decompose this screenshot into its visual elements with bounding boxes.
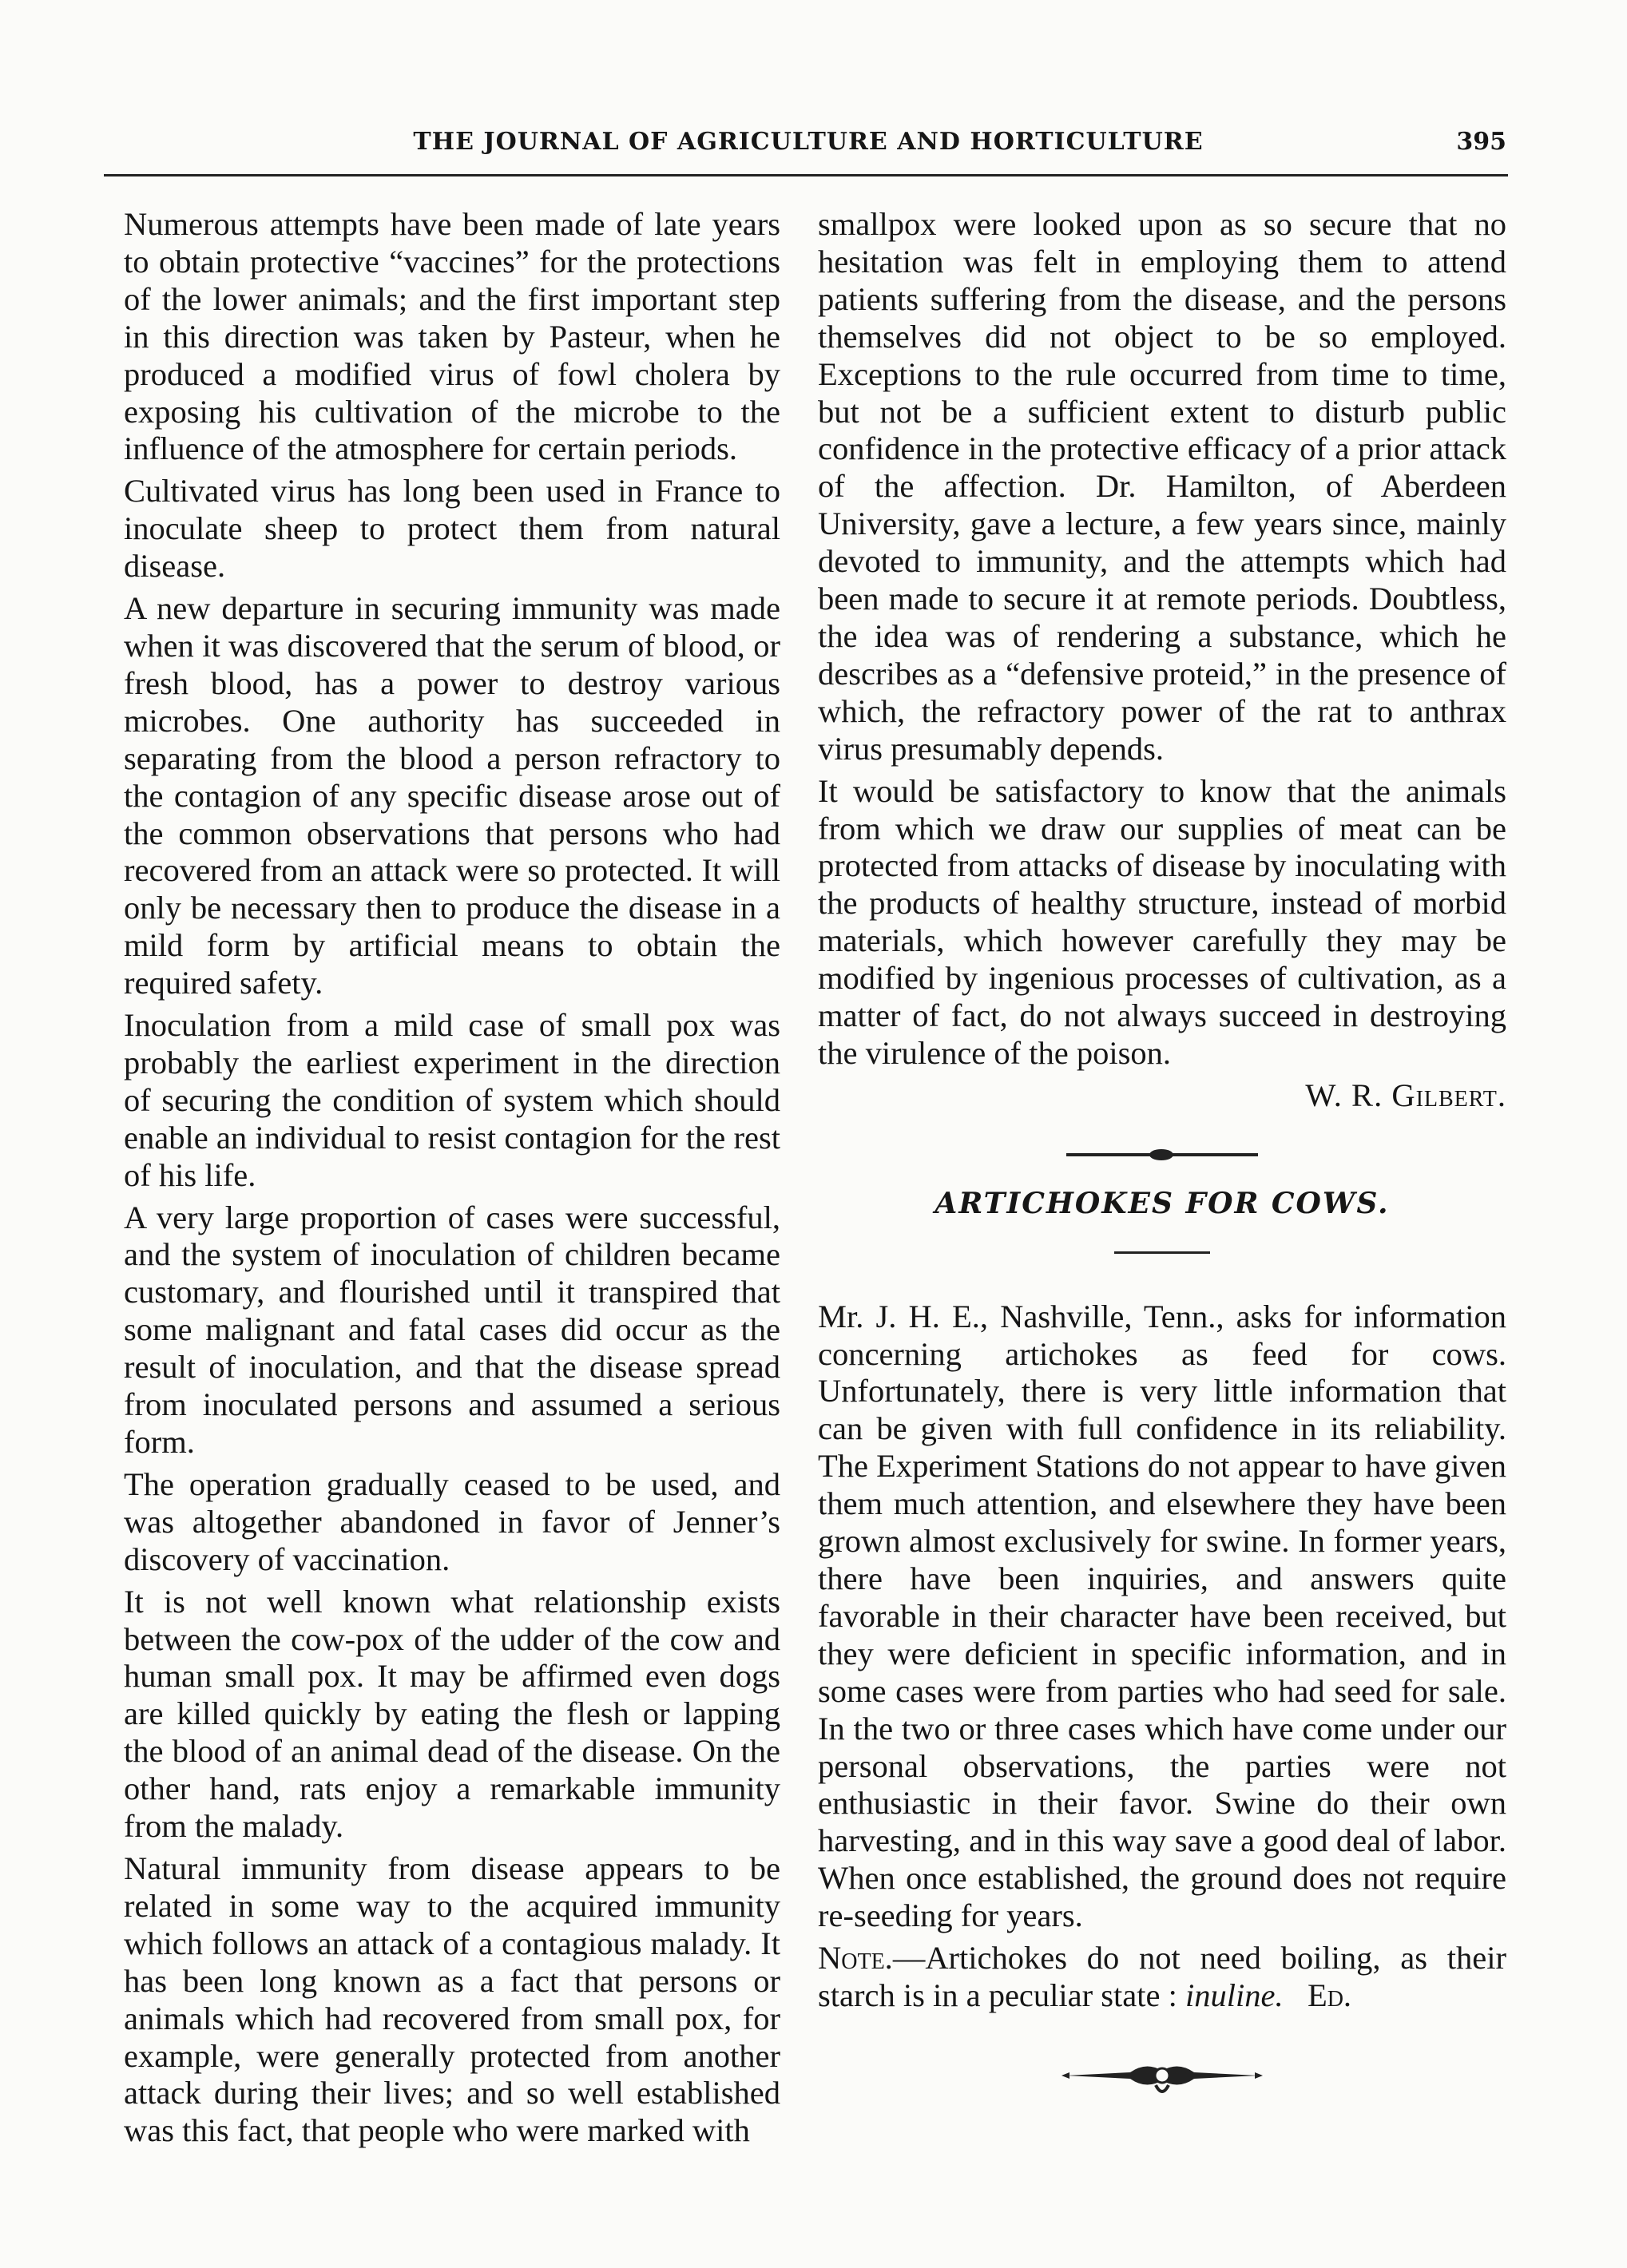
paragraph: Natural immunity from disease appears to be related in some way to the acquired immunity which follows an attack of a contagious malady. It has been long known as a fact that persons or animals which had recovered from small pox, for example, were generally protected from another attack during their lives; and so well established was this fact, that people who were marked with xyxy=(124,1850,780,2149)
paragraph: It is not well known what relationship exists between the cow-pox of the udder of the cow and human small pox. It may be affirmed even dogs are killed quickly by eating the flesh or lapping the blood of an animal dead of the disease. On the other hand, rats enjoy a remarkable immunity from the malady. xyxy=(124,1583,780,1845)
ornament-icon xyxy=(1058,2053,1266,2101)
note-label: Note. xyxy=(818,1940,893,1977)
left-column xyxy=(124,206,780,2155)
paragraph: Inoculation from a mild case of small pox was probably the earliest experiment in the direction of securing the condition of system which should enable an individual to resist contagion for the rest of his life. xyxy=(124,1007,780,1193)
paragraph: Mr. J. H. E., Nashville, Tenn., asks for information concerning artichokes as feed for cows. Unfortunately, there is very little information that can be given with full confidence in its reliability. The Experiment Stations do not appear to have given them much attention, and elsewhere they have been grown almost exclusively for swine. In former years, there have been inquiries, and answers quite favorable in their character have been received, but they were deficient in specific information, and in some cases were from parties who had seed for sale. In the two or three cases which have come under our personal observations, the parties were not enthusiastic in their favor. Swine do their own harvesting, and in this way save a good deal of labor. When once established, the ground does not require re-seeding for years. xyxy=(818,1298,1506,1934)
header-rule xyxy=(104,174,1508,176)
editor-note xyxy=(818,1940,1506,2015)
note-italic: inuline. xyxy=(1185,1977,1284,2013)
page-number: 395 xyxy=(1456,128,1506,156)
paragraph: Numerous attempts have been made of late years to obtain protective “vaccines” for the protections of the lower animals; and the first important step in this direction was taken by Pasteur, when he produced a modified virus of fowl cholera by exposing his cultivation of the microbe to the influence of the atmosphere for certain periods. xyxy=(124,206,780,467)
paragraph: A new departure in securing immunity was made when it was discovered that the serum of blood, or fresh blood, has a power to destroy various microbes. One authority has succeeded in separating from the blood a person refractory to the contagion of any specific disease arose out of the common observations that persons who had recovered from an attack were so protected. It will only be necessary then to produce the disease in a mild form by artificial means to obtain the required safety. xyxy=(124,590,780,1001)
paragraph: smallpox were looked upon as so secure that no hesitation was felt in employing them to attend patients suffering from the disease, and the persons themselves did not object to be so employed. Exceptions to the rule occurred from time to time, but not be a sufficient extent to disturb public confidence in the protective efficacy of a prior attack of the affection. Dr. Hamilton, of Aberdeen University, gave a lecture, a few years since, mainly devoted to immunity, and the attempts which had been made to secure it at remote periods. Doubtless, the idea was of rendering a substance, which he describes as a “defensive proteid,” in the presence of which, the refractory power of the rat to anthrax virus presumably depends. xyxy=(818,206,1506,767)
paragraph: It would be satisfactory to know that the animals from which we draw our supplies of meat can be protected from attacks of disease by inoculating with the products of healthy structure, instead of morbid materials, which however carefully they may be modified by ingenious processes of cultivation, as a matter of fact, do not always succeed in destroying the virulence of the poison. xyxy=(818,772,1506,1071)
paragraph: The operation gradually ceased to be used, and was altogether abandoned in favor of Jenner’s discovery of vaccination. xyxy=(124,1465,780,1577)
paragraph: A very large proportion of cases were successful, and the system of inoculation of children became customary, and flourished until it transpired that some malignant and fatal cases did occur as the result of inoculation, and that the disease spread from inoculated persons and assumed a serious form. xyxy=(124,1199,780,1460)
running-header xyxy=(110,128,1506,166)
section-divider xyxy=(1066,1153,1258,1156)
right-column xyxy=(818,206,1506,2101)
note-text: —Artichokes do not need boiling, as their starch is in a peculiar state : xyxy=(818,1940,1506,2013)
journal-title: THE JOURNAL OF AGRICULTURE AND HORTICULTURE xyxy=(413,128,1204,156)
paragraph: Cultivated virus has long been used in France to inoculate sheep to protect them from natural disease. xyxy=(124,473,780,585)
section-title: ARTICHOKES FOR COWS. xyxy=(935,1186,1390,1220)
editor-initials: Ed. xyxy=(1307,1977,1352,2013)
author-signature: W. R. Gilbert. xyxy=(1305,1077,1506,1113)
title-underline xyxy=(1114,1251,1210,1254)
